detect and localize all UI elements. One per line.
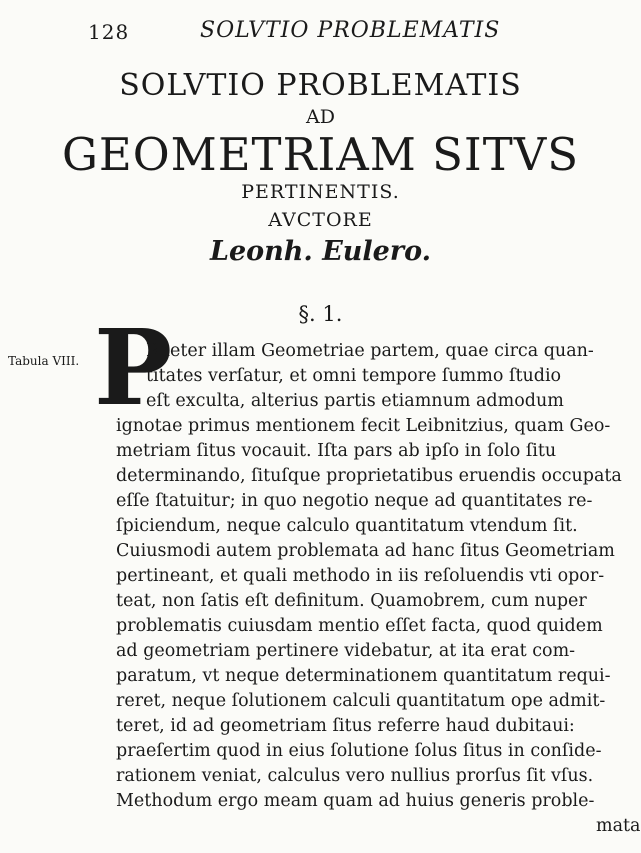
article-title-line1: SOLVTIO PROBLEMATIS xyxy=(119,68,522,103)
drop-cap: P xyxy=(94,306,173,429)
body-line: eſſe ſtatuitur; in quo negotio neque ad quantitates re- xyxy=(116,491,593,511)
body-line: rationem veniat, calculus vero nullius prorſus ſit vſus. xyxy=(116,766,594,786)
article-title-pertinentis: PERTINENTIS. xyxy=(241,181,400,203)
body-line: ignotae primus mentionem fecit Leibnitzius, quam Geo- xyxy=(116,416,611,436)
body-line: reret, neque ſolutionem calculi quantitatum ope admit- xyxy=(116,691,606,711)
body-line: teret, id ad geometriam ſitus referre haud dubitaui: xyxy=(116,716,575,736)
body-line: pertineant, et quali methodo in iis reſoluendis vti opor- xyxy=(116,566,605,586)
margin-note: Tabula VIII. xyxy=(8,354,80,368)
body-line: ſpiciendum, neque calculo quantitatum vtendum ſit. xyxy=(116,516,578,536)
body-line: ad geometriam pertinere videbatur, at ita erat com- xyxy=(116,641,576,661)
body-line: eſt exculta, alterius partis etiamnum admodum xyxy=(146,391,564,411)
body-line: problematis cuiusdam mentio eſſet facta, quod quidem xyxy=(116,616,603,636)
article-title-ad: AD xyxy=(306,106,335,128)
body-line: determinando, ſituſque proprietatibus eruendis occupata xyxy=(116,466,622,486)
body-line: paratum, vt neque determinationem quantitatum requi- xyxy=(116,666,611,686)
body-line: Methodum ergo meam quam ad huius generis proble- xyxy=(116,791,595,811)
page-number: 128 xyxy=(88,20,130,44)
body-line: Cuiusmodi autem problemata ad hanc ſitus Geometriam xyxy=(116,541,615,561)
catchword: mata xyxy=(596,816,641,836)
section-heading: §. 1. xyxy=(298,302,343,326)
body-line: teat, non ſatis eſt definitum. Quamobrem, cum nuper xyxy=(116,591,587,611)
body-line: titates verſatur, et omni tempore ſummo ſtudio xyxy=(146,366,562,386)
article-title-main: GEOMETRIAM SITVS xyxy=(61,128,580,181)
author-name: Leonh. Eulero. xyxy=(209,236,432,267)
body-line: praeſertim quod in eius ſolutione ſolus ſitus in conſide- xyxy=(116,741,602,761)
running-title: SOLVTIO PROBLEMATIS xyxy=(200,18,501,43)
body-line: Raeter illam Geometriae partem, quae circa quan- xyxy=(146,341,594,361)
author-label: AVCTORE xyxy=(268,209,373,231)
body-line: metriam ſitus vocauit. Iſta pars ab ipſo in ſolo ſitu xyxy=(116,441,557,461)
